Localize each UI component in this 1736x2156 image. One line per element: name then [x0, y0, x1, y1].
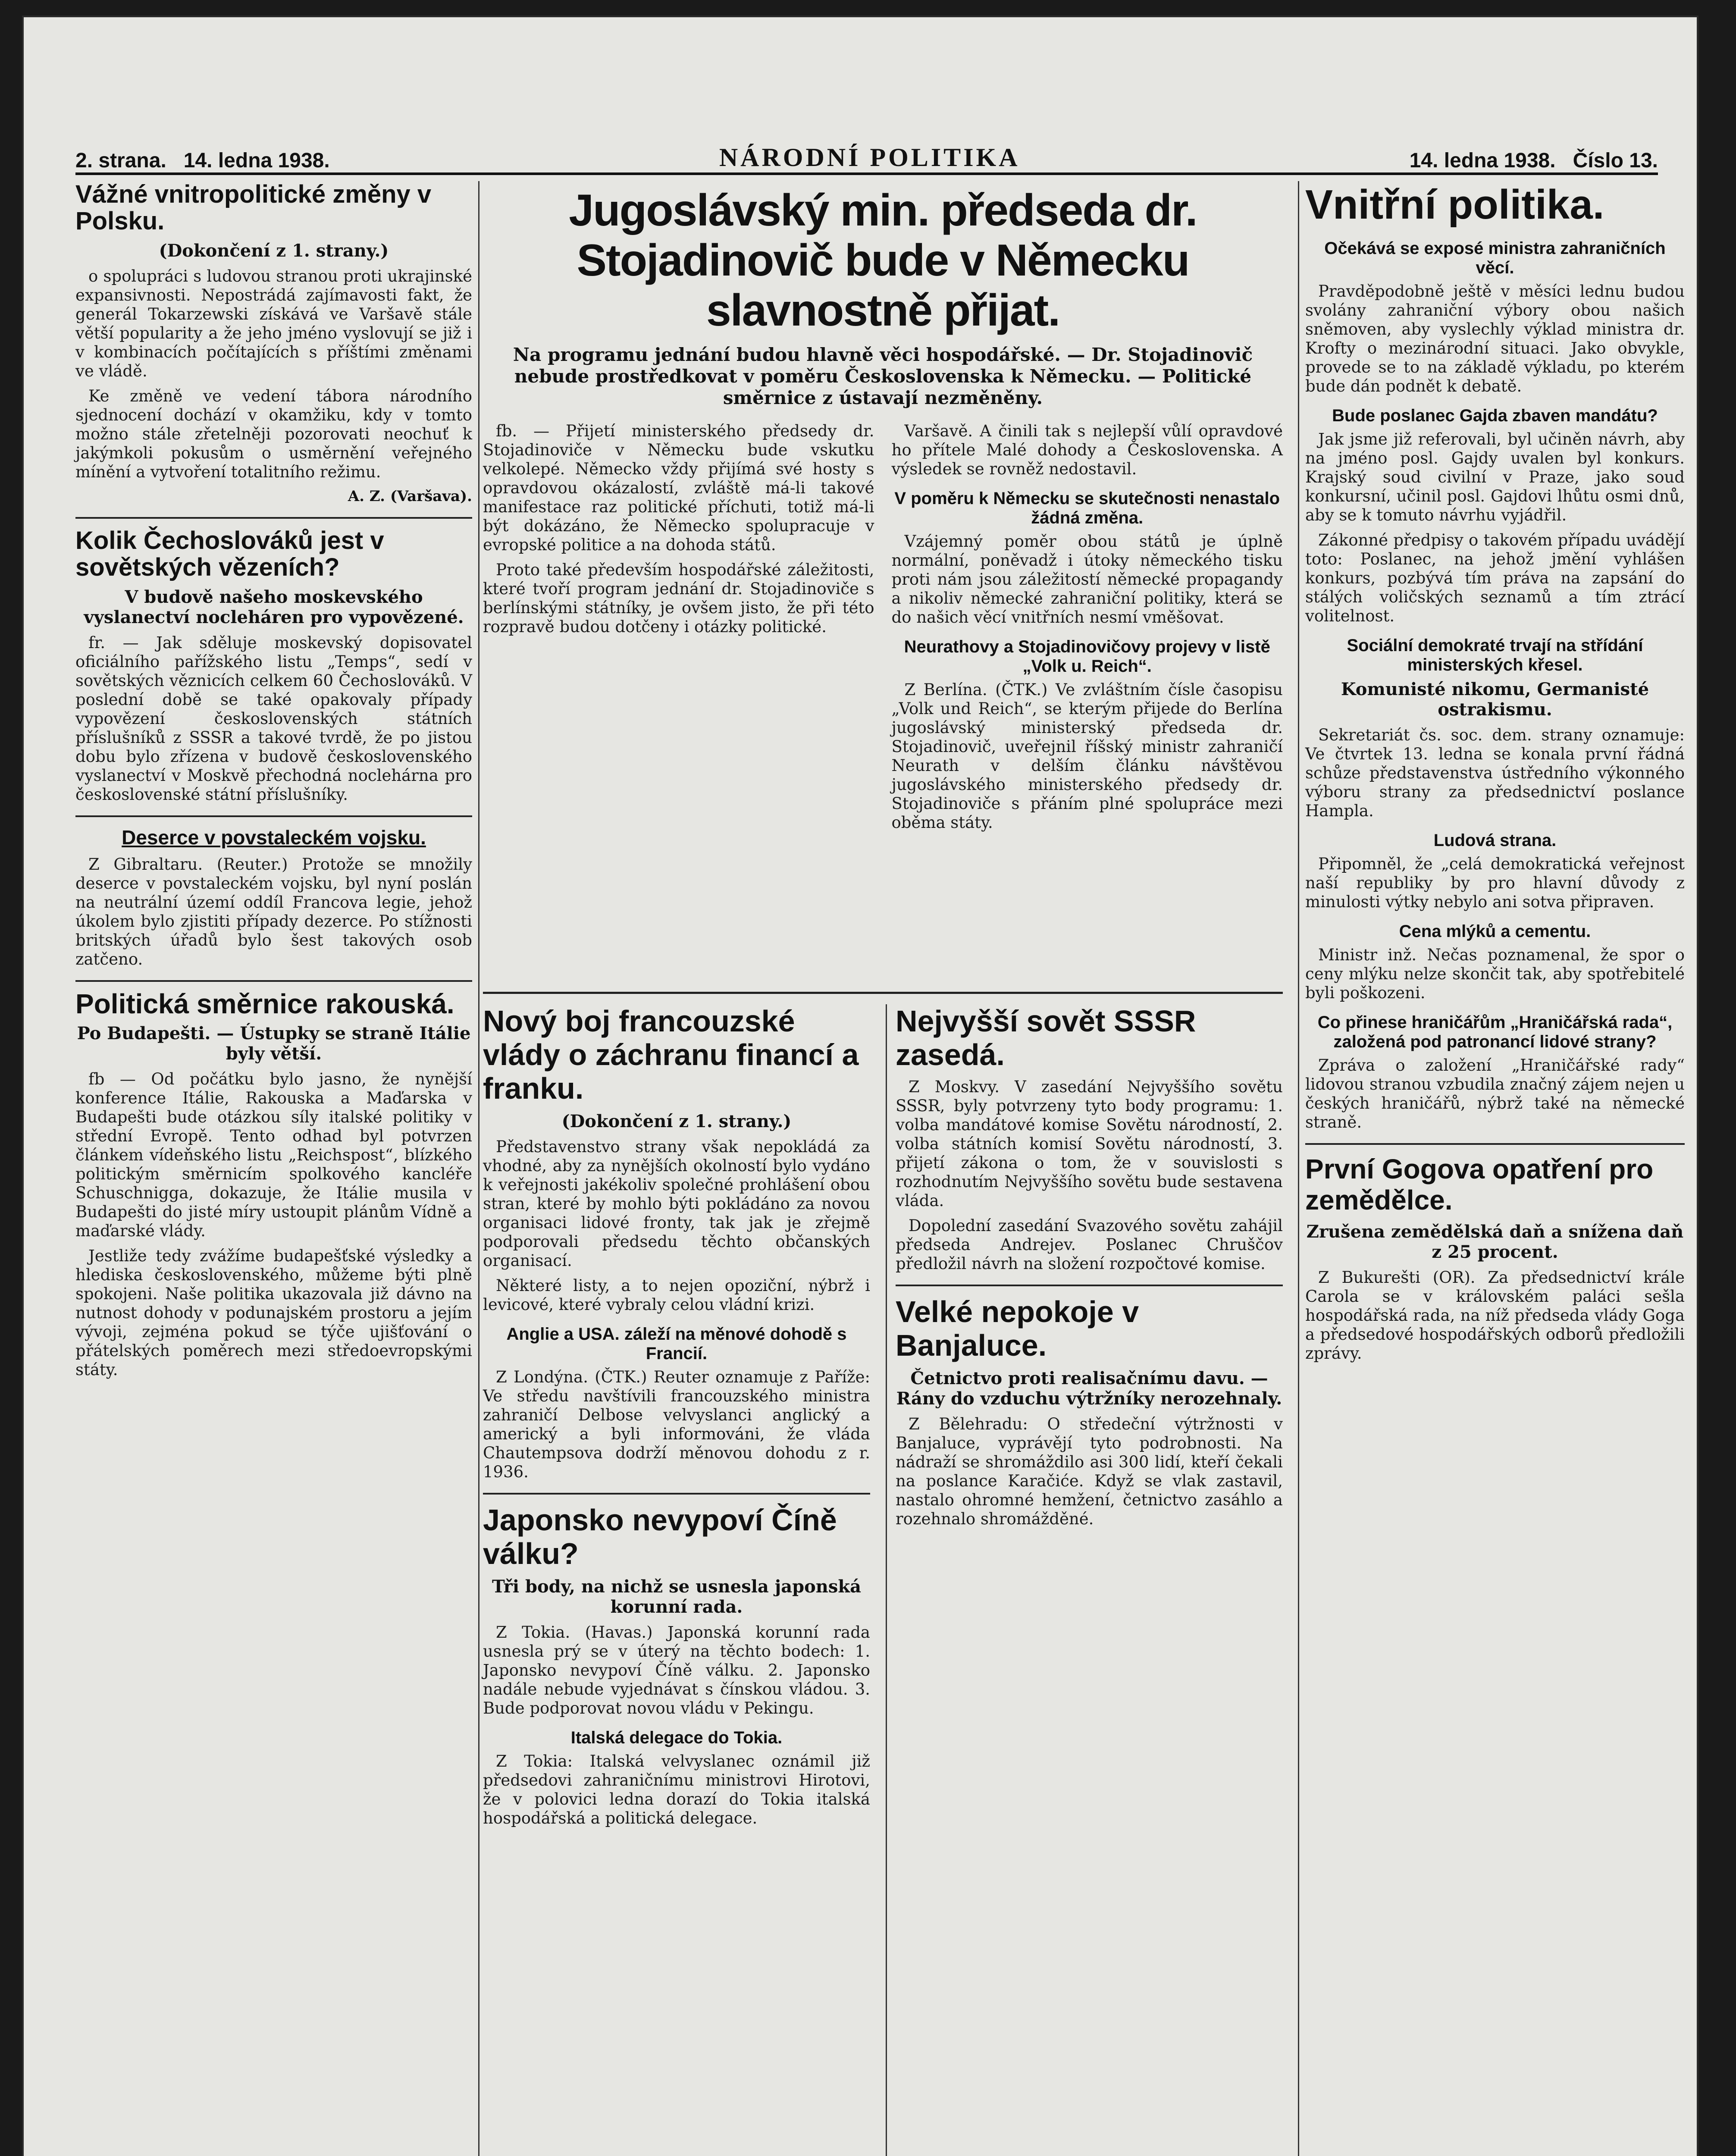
- article-kicker: Četnictvo proti realisačnímu davu. — Rány do vzduchu výtržníky nerozehnaly.: [896, 1368, 1282, 1409]
- column-left: [75, 181, 479, 2156]
- article-paragraph: Dopolední zasedání Svazového sovětu zahájil předseda Andrejev. Poslanec Chruščov předložil návrh na složení rozpočtové komise.: [896, 1216, 1283, 1273]
- article-title: Deserce v povstaleckém vojsku.: [122, 826, 426, 849]
- article-paragraph: fr. — Jak sděluje moskevský dopisovatel oficiálního pařížského listu „Temps“, sedí v sovětských věznicích celkem 60 Čechoslováků. V poslední době se také opakovaly případy vypovězení československých státních příslušníků z SSSR a takové tvrdě, že po jistou dobu bylo zřízena v budově československého vyslanectví v Moskvě přechodná noclehárna pro československé státní příslušníky.: [75, 633, 472, 804]
- article-paragraph: Z Londýna. (ČTK.) Reuter oznamuje z Paříže: Ve středu navštívili francouzského ministra zahraničí Delbose velvyslanci anglický a americký a byli informováni, že vláda Chautempsova dodrží měnovou dohodu z r. 1936.: [483, 1368, 870, 1481]
- article-subheading: Cena mlýků a cementu.: [1399, 922, 1591, 941]
- article-kicker: V budově našeho moskevského vyslanectví nocleháren pro vypovězené.: [84, 587, 464, 627]
- article-paragraph: Z Bukurešti (OR). Za předsednictví krále Carola se v královském paláci sešla hospodářská rada, na níž předseda vlády Goga a předsedové hospodářských odborů předložili zprávy.: [1305, 1268, 1685, 1363]
- header-date-right: 14. ledna 1938.: [1409, 149, 1556, 172]
- article-paragraph: Jestliže tedy zvážíme budapešťské výsledky a hlediska československého, můžeme býti plně spokojeni. Naše politika ukazovala již dávno na nutnost dohody v podunajském prostoru a jejím vývoji, zejména pokud se týče ujišťování o přátelských poměrech mezi středoevropskými státy.: [75, 1247, 472, 1379]
- article-title: První Gogova opatření pro zemědělce.: [1305, 1153, 1654, 1216]
- lower-articles: [483, 992, 1283, 2156]
- page-header: [75, 125, 1658, 175]
- divider: [896, 1285, 1283, 1286]
- article-title: Velké nepokoje v Banjaluce.: [896, 1295, 1139, 1362]
- article-paragraph: Vzájemný poměr obou států je úplně normální, poněvadž i útoky německého tisku proti nám jsou záležitostí německé propagandy a nikoliv německé zahraniční politiky, která se do našich věcí vnitřních nesmí vměšovat.: [891, 532, 1283, 627]
- article-title: Nejvyšší sovět SSSR zasedá.: [896, 1004, 1196, 1072]
- article-subheading: V poměru k Německu se skutečnosti nenastalo žádná změna.: [894, 489, 1280, 527]
- article-title: Vážné vnitropolitické změny v Polsku.: [75, 180, 432, 235]
- article-paragraph: Z Bělehradu: O středeční výtržnosti v Banjaluce, vyprávějí tyto podrobnosti. Na nádraží se shromáždilo asi 300 lidí, kteří čekali na poslance Karačiće. Když se vlak zastavil, nastalo ohromné hemžení, četnictvo zasáhlo a rozehnalo shromážděné.: [896, 1415, 1283, 1528]
- article-paragraph: Připomněl, že „celá demokratická veřejnost naší republiky by pro hlavní důvody z minulosti výtky nebylo ani sotva připraven.: [1305, 855, 1685, 911]
- article-paragraph: Ke změně ve vedení tábora národního sjednocení dochází v okamžiku, kdy v tomto možno stále zřetelněji pozorovati neochuť k jakýmkoli pokusům o usměrnění veřejného mínění a vytvoření totalitního režimu.: [75, 387, 472, 481]
- article-paragraph: Varšavě. A činili tak s nejlepší vůlí opravdové ho přítele Malé dohody a Československa. A výsledek se rovněž nedostavil.: [891, 422, 1283, 478]
- article-title: Kolik Čechoslováků jest v sovětských vězeních?: [75, 526, 384, 581]
- article-title: Politická směrnice rakouská.: [75, 988, 454, 1019]
- article-paragraph: Z Gibraltaru. (Reuter.) Protože se množily deserce v povstaleckém vojsku, byl nyní poslán na neutrální území oddíl Francova legie, jehož úkolem bylo zjistiti případy dezerce. Po stížnosti britských úřadů bylo šest takových osob zatčeno.: [75, 855, 472, 968]
- article-kicker: (Dokončení z 1. strany.): [561, 1111, 792, 1131]
- article-paragraph: Některé listy, a to nejen opoziční, nýbrž i levicové, které vybraly celou vládní krizi.: [483, 1276, 870, 1314]
- divider: [75, 517, 472, 519]
- issue-number: Číslo 13.: [1573, 149, 1658, 172]
- banner-headline: Jugoslávský min. předseda dr. Stojadinovič bude v Německu slavnostně přijat.: [569, 185, 1197, 335]
- article-subheading: Neurathovy a Stojadinovičovy projevy v listě „Volk u. Reich“.: [904, 637, 1270, 676]
- article-signature: A. Z. (Varšava).: [348, 488, 472, 505]
- divider: [75, 980, 472, 982]
- banner-body: [483, 422, 1283, 838]
- divider: [483, 1493, 870, 1495]
- article-paragraph: Zpráva o založení „Hraničářské rady“ lidovou stranou vzbudila značný zájem nejen u českých hraničářů, nýbrž také na německé straně.: [1305, 1056, 1685, 1131]
- article-paragraph: Z Tokia: Italská velvyslanec oznámil již předsedovi zahraničnímu ministrovi Hirotovi, že v polovici ledna dorazí do Tokia italská hospodářská a politická delegace.: [483, 1752, 870, 1827]
- lower-left-column: [483, 1004, 870, 2156]
- article-paragraph: Představenstvo strany však nepokládá za vhodné, aby za nynějších okolností bylo vydáno k veřejnosti jakékoliv společné prohlášení obou stran, které by mohlo býti pokládáno za novou organisaci lidové fronty, tak jak je zřejmě podporovali předsedu těchto občanských organisací.: [483, 1138, 870, 1270]
- lower-right-column: [886, 1004, 1283, 2156]
- article-paragraph: Sekretariát čs. soc. dem. strany oznamuje: Ve čtvrtek 13. ledna se konala první řádná schůze představenstva ústředního výkonného výboru strany za předsednictví poslance Hampla.: [1305, 726, 1685, 820]
- article-paragraph: Z Tokia. (Havas.) Japonská korunní rada usnesla prý se v úterý na těchto bodech: 1. Japonsko nevypoví Číně válku. 2. Japonsko nadále nebude vyjednávat s čínskou vládou. 3. Bude podporovat novou vládu v Pekingu.: [483, 1623, 870, 1717]
- article-paragraph: Pravděpodobně ještě v měsíci lednu budou svolány zahraniční výbory obou našich sněmoven, aby vyslechly výklad ministra dr. Krofty o mezinárodní situaci. Jako obvykle, provede se to na základě výkladu, po kterém bude dán podnět k debatě.: [1305, 282, 1685, 395]
- article-paragraph: Proto také především hospodářské záležitosti, které tvoří program jednání dr. Stojadinoviče s berlínskými státníky, je ovšem jisto, že při této rozpravě budou dotčeny i otázky politické.: [483, 561, 874, 636]
- article-subheading: Anglie a USA. záleží na měnové dohodě s Francií.: [506, 1325, 847, 1363]
- article-subheading: Bude poslanec Gajda zbaven mandátu?: [1332, 406, 1658, 425]
- masthead: NÁRODNÍ POLITIKA: [719, 143, 1020, 172]
- article-paragraph: fb — Od počátku bylo jasno, že nynější konference Itálie, Rakouska a Maďarska v Budapešti bude otázkou síly italské politiky v střední Evropě. Tento odhad byl potvrzen článkem vídeňského listu „Reichspost“, blízkého politickým směrnicím spolkového kancléře Schuschnigga, dokazuje, že Itálie musila v Budapešti do jisté míry ustoupit plánům Vídně a maďarské vlády.: [75, 1070, 472, 1240]
- column-right: [1298, 181, 1685, 2156]
- article-paragraph: Z Berlína. (ČTK.) Ve zvláštním čísle časopisu „Volk und Reich“, se kterým přijede do Berlína jugoslávský ministerský předseda dr. Stojadinovič, uveřejnil říšský ministr zahraničí Neurath v delším článku návštěvou jugoslávského ministerského předsedy dr. Stojadinoviče s přáním plné spolupráce mezi oběma státy.: [891, 680, 1283, 832]
- banner-body-left: [483, 422, 874, 838]
- column-center: [483, 181, 1283, 1827]
- article-title: Nový boj francouzské vlády o záchranu financí a franku.: [483, 1004, 859, 1105]
- article-paragraph: Zákonné předpisy o takovém případu uvádějí toto: Poslanec, na jehož jmění vyhlášen konkurs, pozbývá tím práva na zapsání do stálých voličských seznamů a tím ztrácí volitelnost.: [1305, 531, 1685, 625]
- page-number: 2. strana.: [75, 149, 166, 172]
- article-paragraph: Z Moskvy. V zasedání Nejvyššího sovětu SSSR, byly potvrzeny tyto body programu: 1. volba mandátové komise Sovětu národností, 2. volba státních komisí Sovětu národností, 3. přijetí zákona o tom, že v souvislosti s rozhodnutím Nejvyššího sovětu bude sestavena vláda.: [896, 1078, 1283, 1210]
- article-kicker: (Dokončení z 1. strany.): [159, 241, 389, 261]
- article-subheading: Očekává se exposé ministra zahraničních věcí.: [1324, 239, 1666, 277]
- article-kicker: Zrušena zemědělská daň a snížena daň z 25 procent.: [1306, 1222, 1684, 1262]
- article-kicker: Komunisté nikomu, Germanisté ostrakismu.: [1341, 679, 1649, 720]
- divider: [75, 815, 472, 817]
- article-paragraph: Jak jsme již referovali, byl učiněn návrh, aby na jméno posl. Gajdy uvalen byl konkurs. Krajský soud civilní v Praze, jako soud konkursní, učinil posl. Gajdovi lhůtu osmi dnů, aby se k tomuto návrhu vyjádřil.: [1305, 430, 1685, 524]
- divider: [1305, 1143, 1685, 1145]
- banner-subheadline: Na programu jednání budou hlavně věci hospodářské. — Dr. Stojadinovič nebude prostředkovat v poměru Československa k Německu. — Politické směrnice z ústavají nezměněny.: [513, 344, 1253, 408]
- article-title: Japonsko nevypoví Číně válku?: [483, 1503, 837, 1570]
- article-subheading: Co přinese hraničářům „Hraničářská rada“, založená pod patronancí lidové strany?: [1317, 1013, 1673, 1051]
- article-paragraph: o spolupráci s ludovou stranou proti ukrajinské expansivnosti. Nepostrádá zajímavosti fakt, že generál Tokarzewski získává ve Varšavě stále větší popularity a že jeho jméno vyslovují se již i v kombinacích počítajících s příštími změnami ve vládě.: [75, 267, 472, 380]
- article-paragraph: fb. — Přijetí ministerského předsedy dr. Stojadinoviče v Německu bude vskutku velkolepé. Německo vždy přijímá své hosty s opravdovou okázalostí, zvláště má-li takové manifestace raz politické příchuti, totiž má-li být dokázáno, že Německo spolupracuje v evropské politice a na dohoda států.: [483, 422, 874, 554]
- section-title: Vnitřní politika.: [1305, 182, 1604, 228]
- article-subheading: Ludová strana.: [1433, 831, 1557, 850]
- article-kicker: Po Budapešti. — Ústupky se straně Itálie byly větší.: [77, 1023, 471, 1064]
- article-subheading: Italská delegace do Tokia.: [570, 1728, 783, 1747]
- article-paragraph: Ministr inž. Nečas poznamenal, že spor o ceny mlýku nelze skončit tak, aby spotřebitelé byli poškozeni.: [1305, 946, 1685, 1002]
- banner-body-right: [892, 422, 1283, 838]
- article-kicker: Tři body, na nichž se usnesla japonská korunní rada.: [492, 1576, 862, 1617]
- header-date-left: 14. ledna 1938.: [183, 149, 330, 172]
- newspaper-page: [24, 17, 1697, 2156]
- article-subheading: Sociální demokraté trvají na střídání ministerských křesel.: [1347, 636, 1643, 674]
